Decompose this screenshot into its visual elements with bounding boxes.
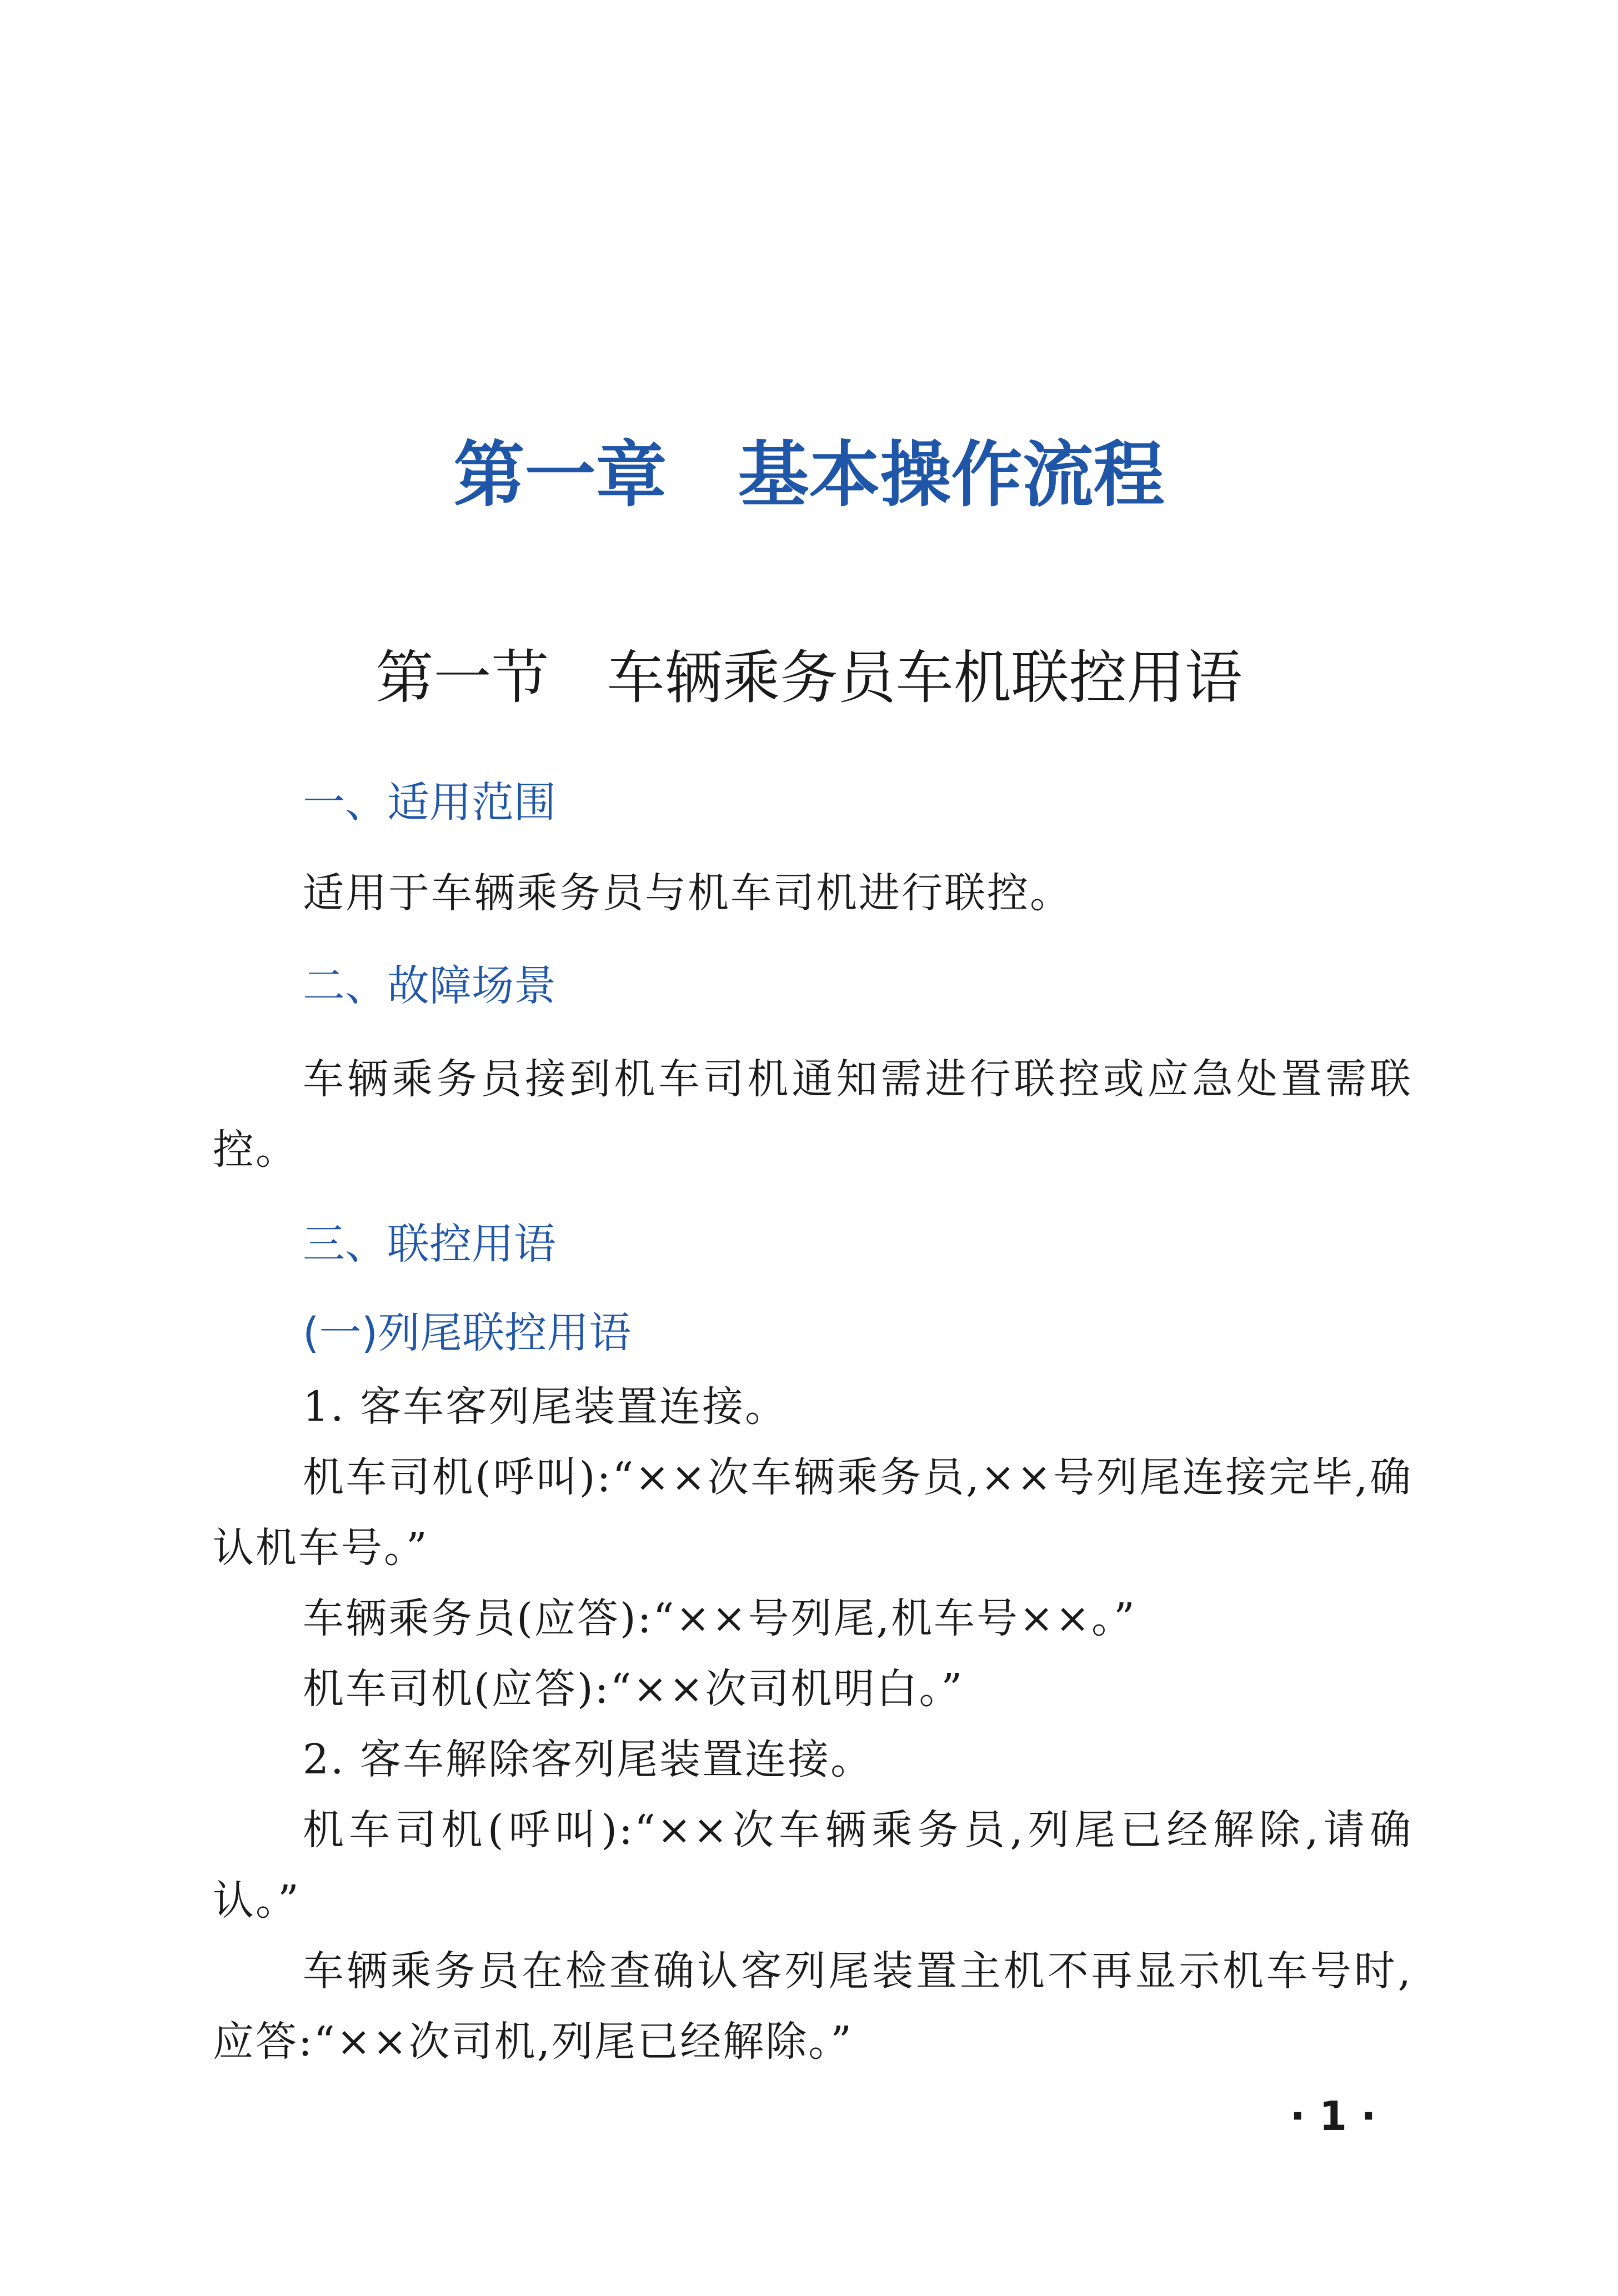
heading-fault-scenario: 二、故障场景 (303, 961, 556, 1010)
paragraph-scope: 适用于车辆乘务员与机车司机进行联控。 (303, 869, 1073, 917)
section-title: 第一节 车辆乘务员车机联控用语 (375, 644, 1243, 711)
heading-tail-control-terms: (一)列尾联控用语 (303, 1308, 632, 1357)
paragraph-driver-call-1: 机车司机(呼叫):“××次车辆乘务员,××号列尾连接完毕,确认机车号。” (213, 1453, 1412, 1572)
paragraph-crew-reply-1: 车辆乘务员(应答):“××号列尾,机车号××。” (303, 1595, 1136, 1642)
paragraph-driver-call-2: 机车司机(呼叫):“××次车辆乘务员,列尾已经解除,请确认。” (213, 1806, 1412, 1924)
paragraph-fault-scenario: 车辆乘务员接到机车司机通知需进行联控或应急处置需联控。 (213, 1055, 1412, 1174)
heading-scope: 一、适用范围 (303, 778, 556, 827)
chapter-title: 第一章 基本操作流程 (453, 433, 1165, 517)
paragraph-driver-reply-1: 机车司机(应答):“××次司机明白。” (303, 1665, 964, 1713)
heading-control-terms: 三、联控用语 (303, 1219, 556, 1269)
paragraph-item-2: 2. 客车解除客列尾装置连接。 (303, 1736, 874, 1783)
paragraph-crew-check: 车辆乘务员在检查确认客列尾装置主机不再显示机车号时,应答:“××次司机,列尾已经解除。” (213, 1947, 1412, 2066)
page-number: · 1 · (1290, 2093, 1376, 2139)
paragraph-item-1: 1. 客车客列尾装置连接。 (303, 1383, 788, 1431)
